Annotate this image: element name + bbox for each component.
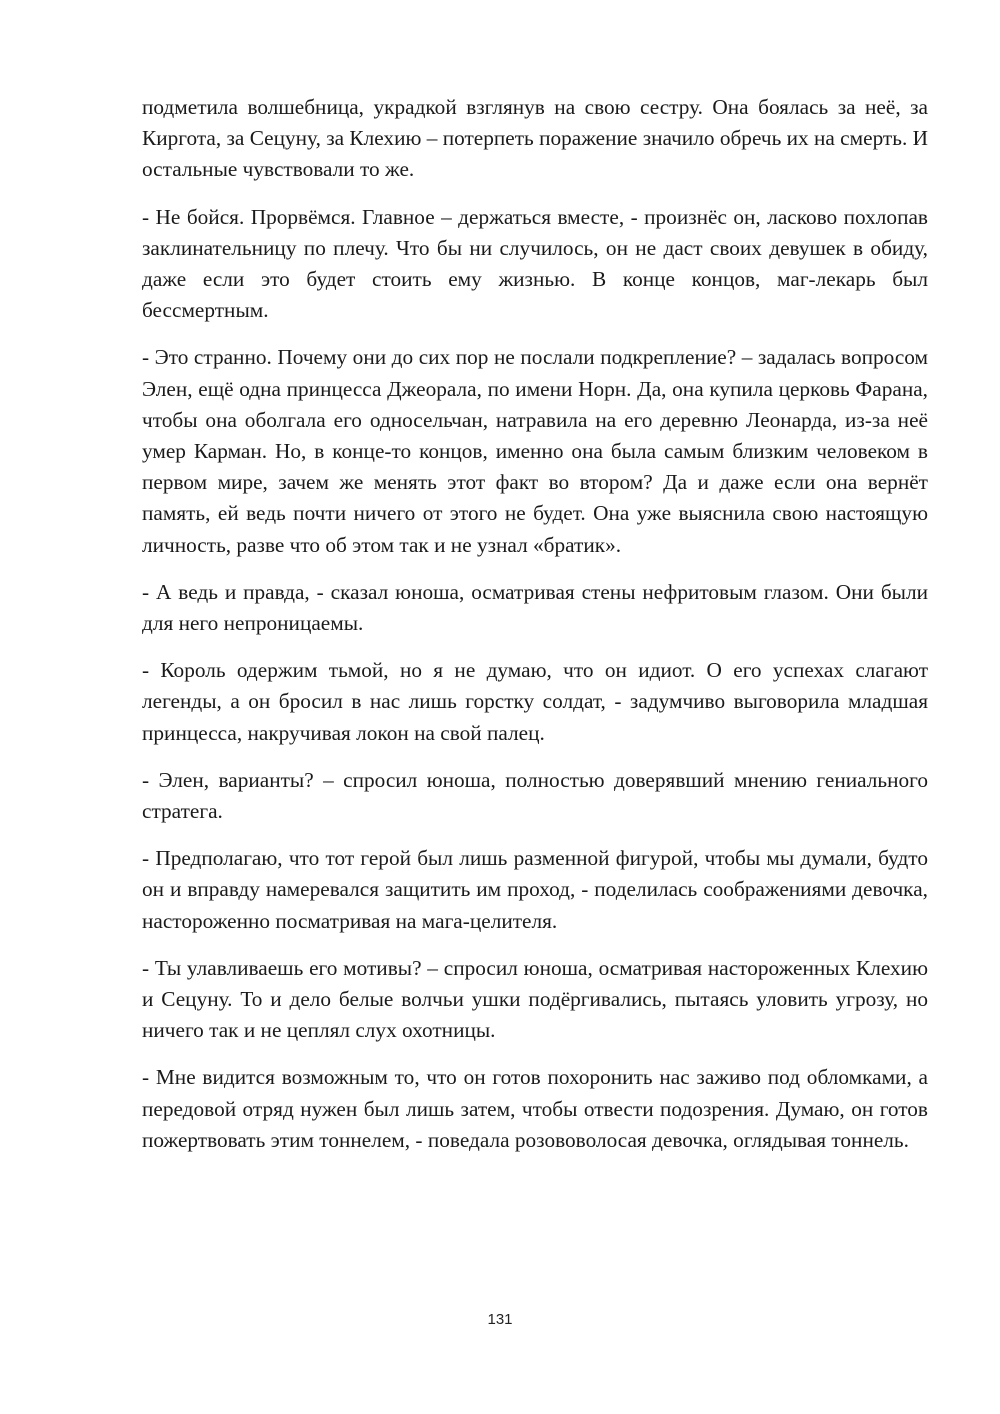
paragraph: - Предполагаю, что тот герой был лишь разменной фигурой, чтобы мы думали, будто он и вправду намеревался защитить им проход, - поделилась соображениями девочка, настороженно посматривая на мага-целителя.: [142, 846, 928, 933]
paragraph: - А ведь и правда, - сказал юноша, осматривая стены нефритовым глазом. Они были для него непроницаемы.: [142, 579, 928, 636]
paragraph: - Мне видится возможным то, что он готов похоронить нас заживо под обломками, а передовой отряд нужен был лишь затем, чтобы отвести подозрения. Думаю, он готов пожертвовать этим тоннелем, - поведала розововолосая девочка, оглядывая тоннель.: [142, 1065, 928, 1152]
paragraph: - Ты улавливаешь его мотивы? – спросил юноша, осматривая настороженных Клехию и Сецуну. То и дело белые волчьи ушки подёргивались, пытаясь уловить угрозу, но ничего так и не цеплял слух охотницы.: [142, 955, 928, 1043]
paragraph: - Не бойся. Прорвёмся. Главное – держаться вместе, - произнёс он, ласково похлопав заклинательницу по плечу. Что бы ни случилось, он не даст своих девушек в обиду, даже если это будет стоить ему жизнью. В конце концов, маг-лекарь был бессмертным.: [142, 204, 928, 323]
paragraph: подметила волшебница, украдкой взглянув на свою сестру. Она боялась за неё, за Киргота, за Сецуну, за Клехию – потерпеть поражение значило обречь их на смерть. И остальные чувствовали то же.: [142, 95, 928, 182]
paragraph: - Это странно. Почему они до сих пор не послали подкрепление? – задалась вопросом Элен, ещё одна принцесса Джеорала, по имени Норн. Да, она купила церковь Фарана, чтобы она оболгала его односельчан, натравила на его деревню Леонарда, из-за неё умер Карман. Но, в конце-то концов, именно она была самым близким человеком в первом мире, зачем же менять этот факт во втором? Да и даже если она вернёт память, ей ведь почти ничего от этого не будет. Она уже выяснила свою настоящую личность, разве что об этом так и не узнал «братик».: [142, 345, 928, 557]
page-body: [142, 92, 928, 1172]
page-number: 131: [487, 1311, 513, 1328]
paragraph: - Король одержим тьмой, но я не думаю, что он идиот. О его успехах слагают легенды, а он бросил в нас лишь горстку солдат, - задумчиво выговорила младшая принцесса, накручивая локон на свой палец.: [142, 658, 928, 745]
paragraph: - Элен, варианты? – спросил юноша, полностью доверявший мнению гениального стратега.: [142, 767, 928, 824]
